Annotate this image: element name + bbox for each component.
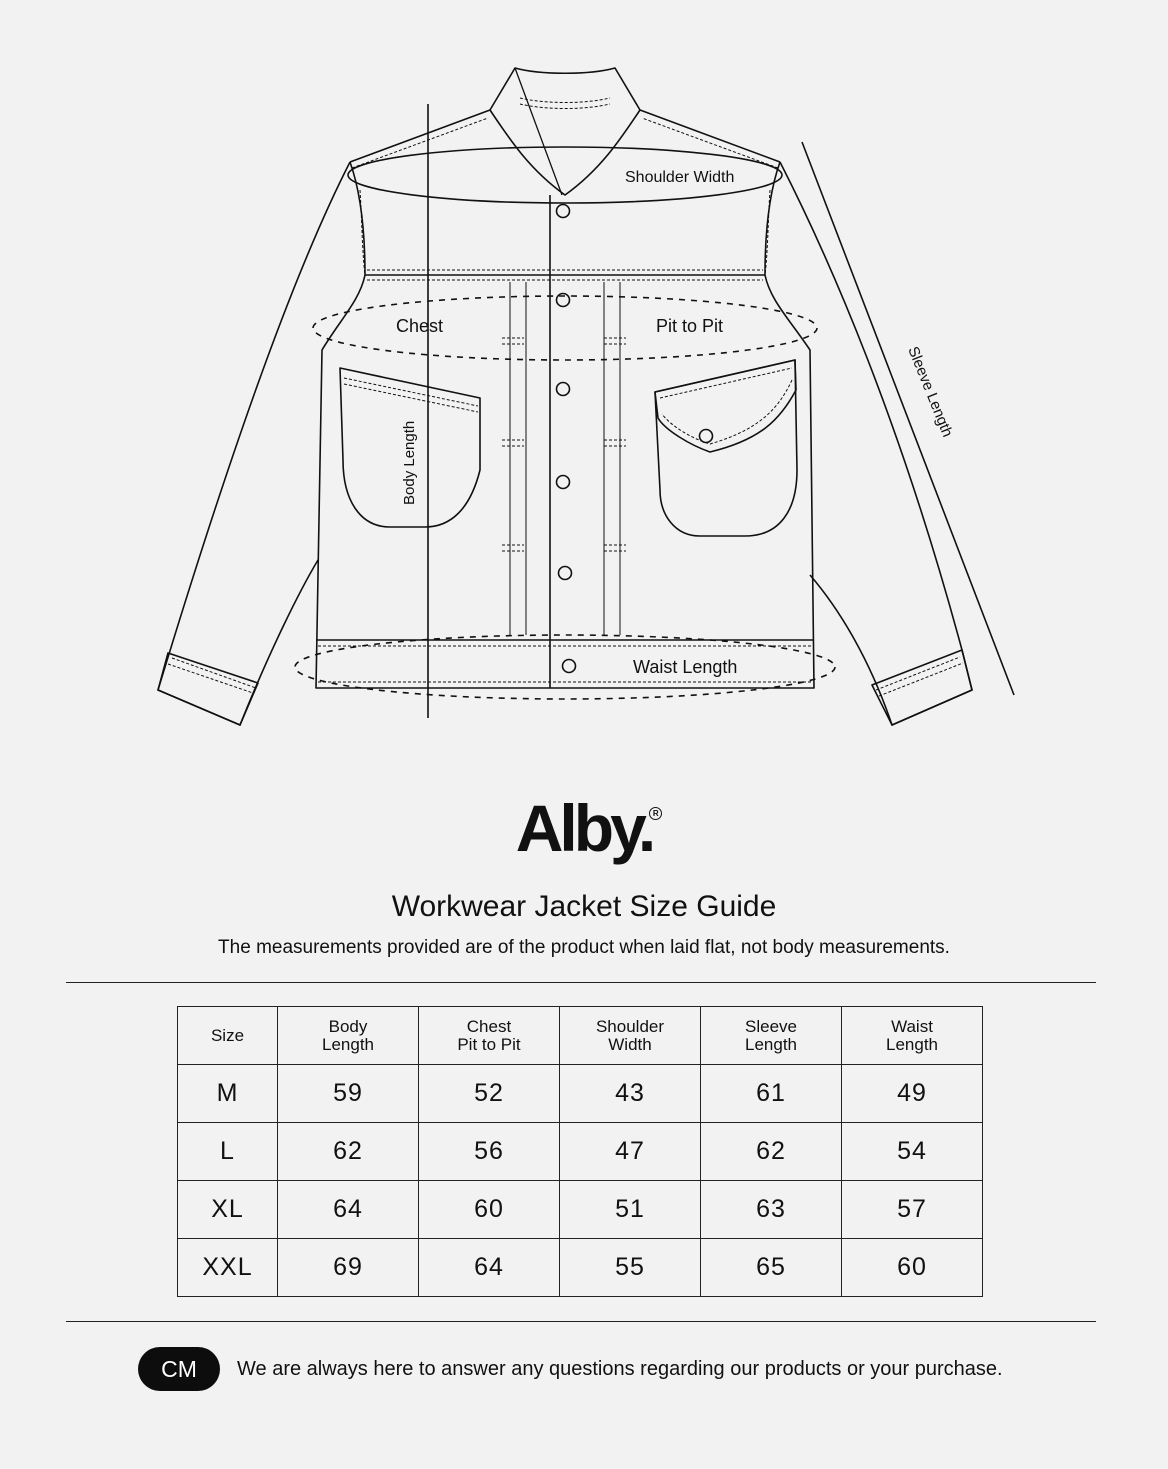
footer-note: We are always here to answer any questions regarding our products or your purchase. [237, 1357, 1003, 1380]
cell-sleeve-length: 65 [701, 1239, 842, 1297]
header-shoulder-width: Shoulder Width [560, 1007, 701, 1065]
cell-chest: 60 [419, 1181, 560, 1239]
button [557, 476, 570, 489]
right-cuff [872, 650, 972, 725]
cell-body-length: 59 [278, 1065, 419, 1123]
chest-label: Chest [396, 316, 444, 336]
waist-length-label: Waist Length [633, 657, 738, 677]
header-body-length: Body Length [278, 1007, 419, 1065]
brand-logo [0, 791, 1168, 865]
button [557, 383, 570, 396]
sleeve-length-guide [802, 142, 1014, 695]
waist-guide [295, 635, 835, 699]
cell-waist-length: 49 [842, 1065, 983, 1123]
table-header-row [178, 1007, 983, 1065]
cell-waist-length: 57 [842, 1181, 983, 1239]
body-outline [316, 162, 814, 688]
divider-bottom [66, 1321, 1096, 1322]
cell-sleeve-length: 63 [701, 1181, 842, 1239]
table-row [178, 1181, 983, 1239]
cell-chest: 52 [419, 1065, 560, 1123]
button [563, 660, 576, 673]
shoulder-width-label: Shoulder Width [625, 169, 735, 186]
table-row [178, 1123, 983, 1181]
sleeve-length-label: Sleeve Length [904, 344, 956, 440]
cell-shoulder-width: 55 [560, 1239, 701, 1297]
size-table [177, 1006, 983, 1297]
left-cuff [158, 653, 258, 725]
button [559, 567, 572, 580]
header-size: Size [178, 1007, 278, 1065]
table-row [178, 1239, 983, 1297]
cell-size: XXL [178, 1239, 278, 1297]
unit-badge: CM [138, 1347, 220, 1391]
cell-chest: 56 [419, 1123, 560, 1181]
cell-size: L [178, 1123, 278, 1181]
pocket-button [700, 430, 713, 443]
pit-to-pit-label: Pit to Pit [656, 316, 724, 336]
cell-body-length: 64 [278, 1181, 419, 1239]
header-waist-length: Waist Length [842, 1007, 983, 1065]
logo-wordmark: Alby. R [516, 795, 652, 861]
divider-top [66, 982, 1096, 983]
cell-shoulder-width: 51 [560, 1181, 701, 1239]
button [557, 205, 570, 218]
registered-mark: R [649, 807, 662, 820]
cell-sleeve-length: 62 [701, 1123, 842, 1181]
cell-waist-length: 54 [842, 1123, 983, 1181]
page-title: Workwear Jacket Size Guide [391, 890, 777, 923]
cell-shoulder-width: 43 [560, 1065, 701, 1123]
cell-shoulder-width: 47 [560, 1123, 701, 1181]
cell-chest: 64 [419, 1239, 560, 1297]
page-subtitle: The measurements provided are of the product when laid flat, not body measurements. [218, 937, 950, 958]
cell-size: M [178, 1065, 278, 1123]
cell-sleeve-length: 61 [701, 1065, 842, 1123]
cell-body-length: 69 [278, 1239, 419, 1297]
header-chest: Chest Pit to Pit [419, 1007, 560, 1065]
table-row [178, 1065, 983, 1123]
footer [138, 1346, 1003, 1392]
body-length-label: Body Length [401, 420, 418, 505]
collar [490, 68, 640, 195]
right-pocket-flap [655, 360, 796, 452]
header-sleeve-length: Sleeve Length [701, 1007, 842, 1065]
cell-body-length: 62 [278, 1123, 419, 1181]
cell-waist-length: 60 [842, 1239, 983, 1297]
cell-size: XL [178, 1181, 278, 1239]
